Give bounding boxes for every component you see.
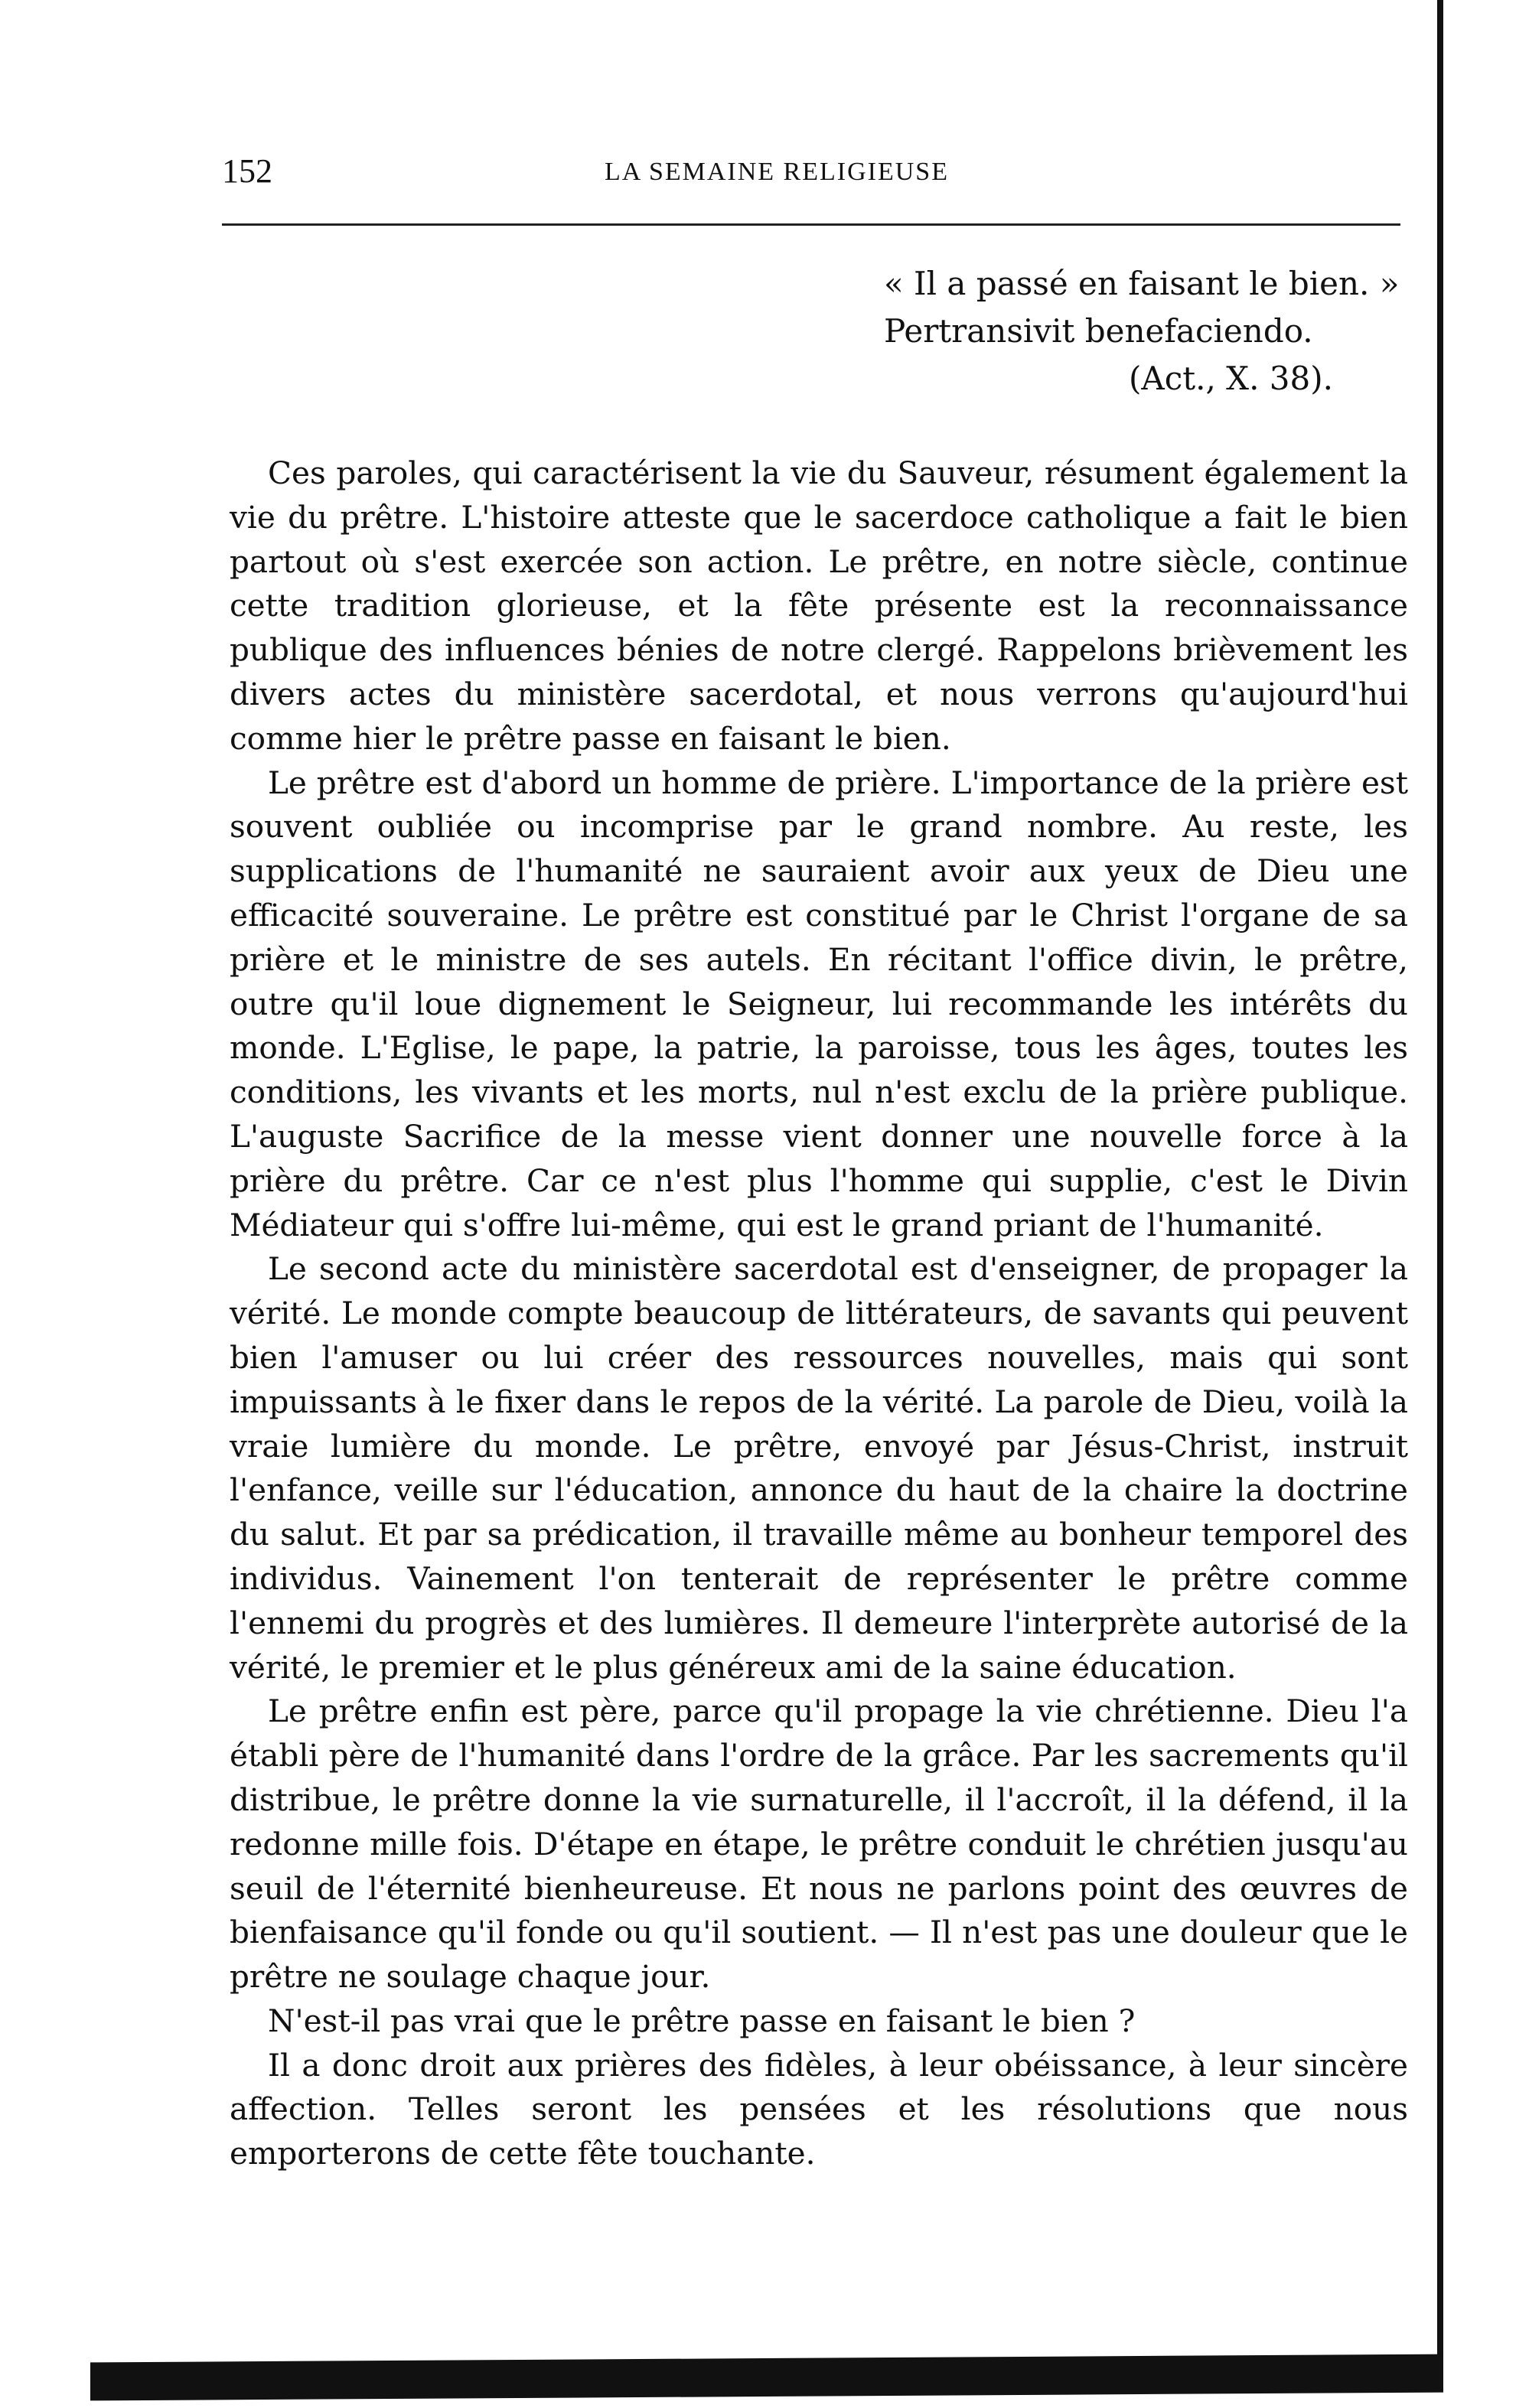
paragraph-6: Il a donc droit aux prières des fidèles, à leur obéissance, à leur sincère affection. Telles seront les pensées et les résolutions que nous emporterons de cette fête touchante. xyxy=(230,2046,1408,2172)
page-bottom-edge xyxy=(90,2354,1443,2401)
epigraph-reference: (Act., X. 38). xyxy=(1129,360,1333,397)
page-number: 152 xyxy=(222,152,272,190)
paragraph-5: N'est-il pas vrai que le prêtre passe en faisant le bien ? xyxy=(268,2002,1136,2039)
epigraph-latin: Pertransivit benefaciendo. xyxy=(884,312,1313,350)
epigraph-french: « Il a passé en faisant le bien. » xyxy=(884,265,1400,302)
paragraph-1: Ces paroles, qui caractérisent la vie du Sauveur, résument également la vie du prêtre. L'histoire atteste que le sacerdoce catholique a fait le bien partout où s'est exercée son action. Le prêtre, en notre siècle, continue cette tradition glorieuse, et la fête présente est la reconnaissance publique des influences bénies de notre clergé. Rappelons brièvement les divers actes du ministère sacerdotal, et nous verrons qu'aujourd'hui comme hier le prêtre passe en faisant le bien. xyxy=(230,455,1408,757)
running-title: LA SEMAINE RELIGIEUSE xyxy=(605,158,949,186)
paragraph-2: Le prêtre est d'abord un homme de prière. L'importance de la prière est souvent oubliée ou incomprise par le grand nombre. Au reste, les supplications de l'humanité ne sauraient avoir aux yeux de Dieu une efficacité souveraine. Le prêtre est constitué par le Christ l'organe de sa prière et le ministre de ses autels. En récitant l'office divin, le prêtre, outre qu'il loue dignement le Seigneur, lui recommande les intérêts du monde. L'Eglise, le pape, la patrie, la paroisse, tous les âges, toutes les conditions, les vivants et les morts, nul n'est exclu de la prière publique. L'auguste Sacrifice de la messe vient donner une nouvelle force à la prière du prêtre. Car ce n'est plus l'homme qui supplie, c'est le Divin Médiateur qui s'offre lui-même, qui est le grand priant de l'humanité. xyxy=(230,764,1408,1243)
page-header xyxy=(222,152,1400,197)
epigraph xyxy=(884,260,1399,402)
page-right-edge xyxy=(1437,0,1443,2364)
paragraph-3: Le second acte du ministère sacerdotal est d'enseigner, de propager la vérité. Le monde compte beaucoup de littérateurs, de savants qui peuvent bien l'amuser ou lui créer des ressources nouvelles, mais qui sont impuissants à le fixer dans le repos de la vérité. La parole de Dieu, voilà la vraie lumière du monde. Le prêtre, envoyé par Jésus-Christ, instruit l'enfance, veille sur l'éducation, annonce du haut de la chaire la doctrine du salut. Et par sa prédication, il travaille même au bonheur temporel des individus. Vainement l'on tenterait de représenter le prêtre comme l'ennemi du progrès et des lumières. Il demeure l'interprète autorisé de la vérité, le premier et le plus généreux ami de la saine éducation. xyxy=(230,1250,1408,1686)
paragraph-4: Le prêtre enfin est père, parce qu'il propage la vie chrétienne. Dieu l'a établi père de l'humanité dans l'ordre de la grâce. Par les sacrements qu'il distribue, le prêtre donne la vie surnaturelle, il l'accroît, il la défend, il la redonne mille fois. D'étape en étape, le prêtre conduit le chrétien jusqu'au seuil de l'éternité bienheureuse. Et nous ne parlons point des œuvres de bienfaisance qu'il fonde ou qu'il soutient. — Il n'est pas une douleur que le prêtre ne soulage chaque jour. xyxy=(230,1693,1408,1996)
body-text xyxy=(230,451,1408,2176)
header-rule xyxy=(222,223,1400,226)
